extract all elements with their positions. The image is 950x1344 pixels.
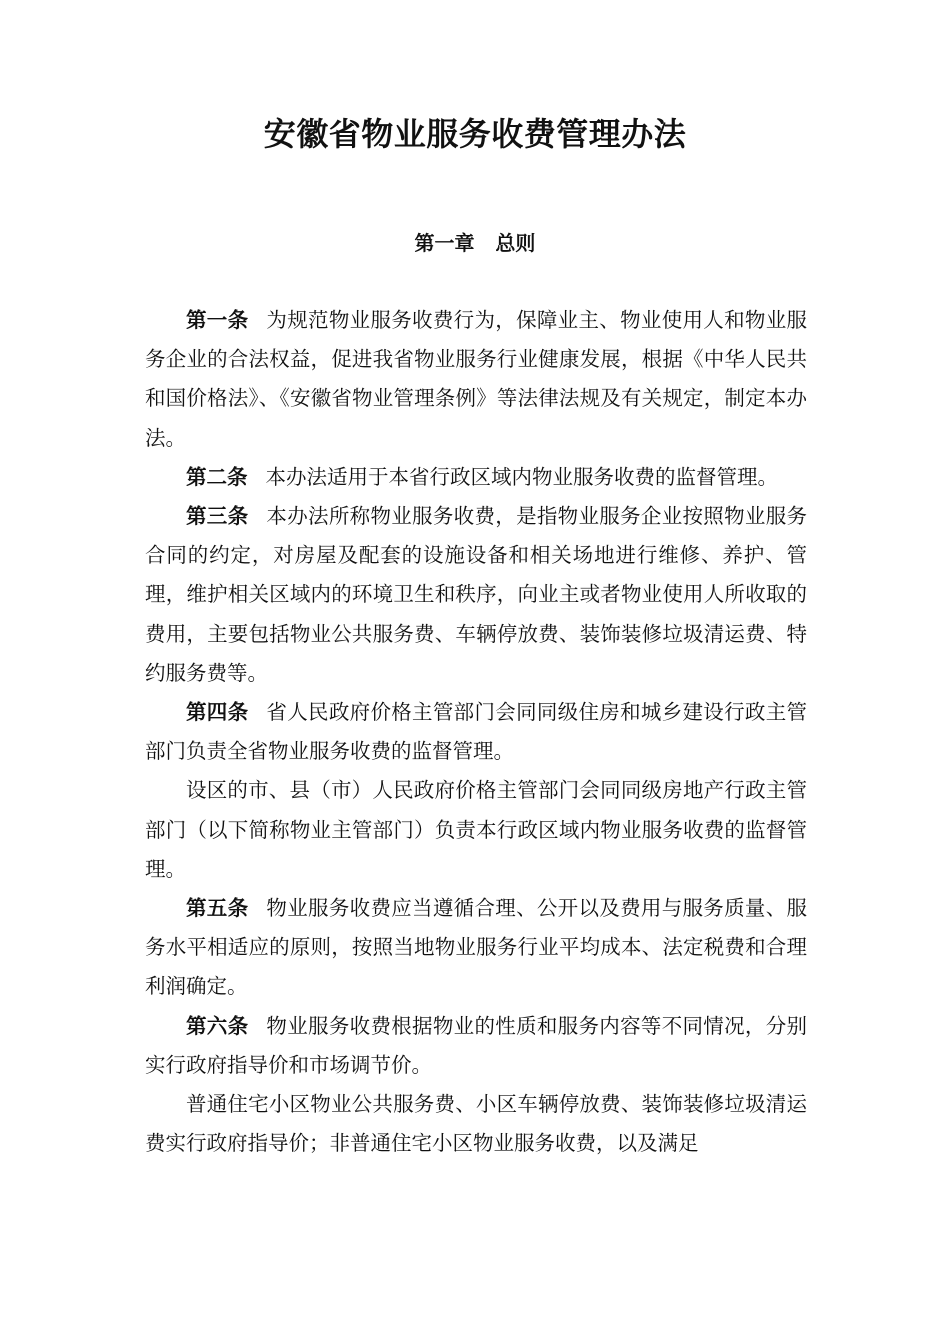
article-text: 物业服务收费应当遵循合理、公开以及费用与服务质量、服务水平相适应的原则，按照当地物业服务行业平均成本、法定税费和合理利润确定。 xyxy=(145,896,808,999)
article-text: 为规范物业服务收费行为，保障业主、物业使用人和物业服务企业的合法权益，促进我省物业服务行业健康发展，根据《中华人民共和国价格法》、《安徽省物业管理条例》等法律法规及有关规定，制定本办法。 xyxy=(145,308,808,450)
article-text: 本办法适用于本省行政区域内物业服务收费的监督管理。 xyxy=(265,464,778,489)
article-number: 第三条 xyxy=(186,504,249,529)
article-number: 第六条 xyxy=(186,1013,249,1038)
continuation-paragraph xyxy=(145,1085,807,1163)
article-number: 第一条 xyxy=(186,308,249,332)
article-paragraph xyxy=(145,497,807,693)
continuation-paragraph xyxy=(145,771,807,889)
article-paragraph xyxy=(145,693,807,771)
document-body xyxy=(145,301,807,1163)
article-paragraph xyxy=(145,301,807,458)
paragraph-text: 设区的市、县（市）人民政府价格主管部门会同同级房地产行政主管部门（以下简称物业主管部门）负责本行政区域内物业服务收费的监督管理。 xyxy=(145,778,807,881)
article-text: 省人民政府价格主管部门会同同级住房和城乡建设行政主管部门负责全省物业服务收费的监督管理。 xyxy=(145,700,808,764)
document-title: 安徽省物业服务收费管理办法 xyxy=(263,115,687,153)
article-paragraph xyxy=(145,458,807,497)
chapter-heading: 第一章 总则 xyxy=(414,231,536,255)
article-text: 物业服务收费根据物业的性质和服务内容等不同情况，分别实行政府指导价和市场调节价。 xyxy=(145,1013,808,1077)
paragraph-text: 普通住宅小区物业公共服务费、小区车辆停放费、装饰装修垃圾清运费实行政府指导价；非普通住宅小区物业服务收费，以及满足 xyxy=(145,1092,807,1156)
article-paragraph xyxy=(145,1007,807,1085)
article-number: 第五条 xyxy=(186,896,249,921)
article-number: 第四条 xyxy=(186,700,249,725)
article-number: 第二条 xyxy=(186,464,248,489)
article-paragraph xyxy=(145,889,807,1007)
article-text: 本办法所称物业服务收费，是指物业服务企业按照物业服务合同的约定，对房屋及配套的设施设备和相关场地进行维修、养护、管理，维护相关区域内的环境卫生和秩序，向业主或者物业使用人所收取的费用，主要包括物业公共服务费、车辆停放费、装饰装修垃圾清运费、特约服务费等。 xyxy=(145,504,808,685)
